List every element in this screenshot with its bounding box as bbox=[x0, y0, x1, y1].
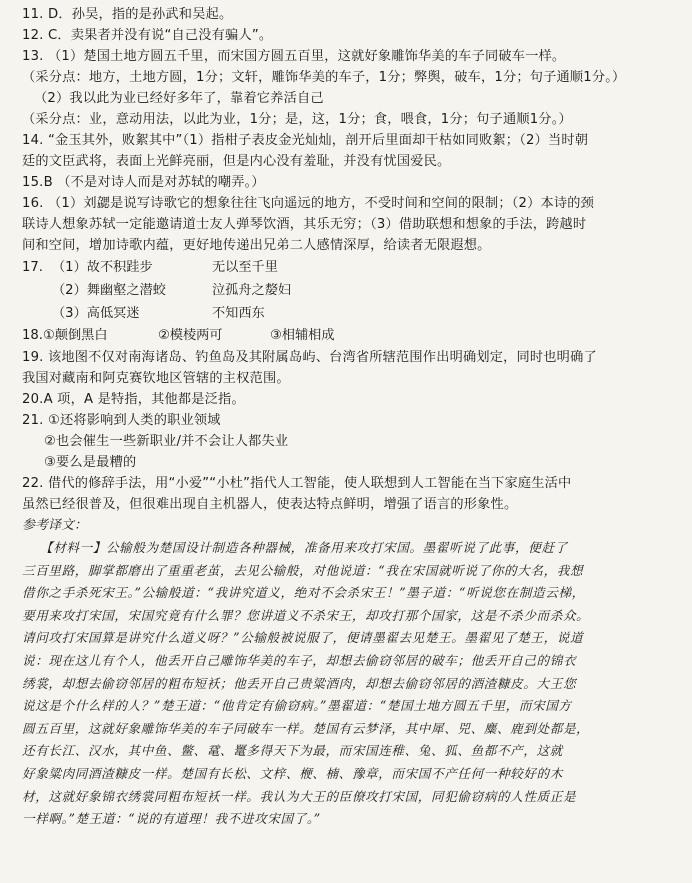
reference-line-3: 借你之手杀死宋王。”公输般道：“我讲究道义，绝对不会杀宋王！”墨子道：“听说您在制造云梯， bbox=[22, 585, 585, 601]
answer-17-right-2: 泣孤舟之嫠妇 bbox=[212, 283, 292, 298]
answer-17-right-3: 不知西东 bbox=[212, 306, 265, 321]
answer-14-line-1: 14. “金玉其外，败絮其中”（1）指柑子表皮金光灿灿，剖开后里面却干枯如同败絮；（2）当时朝 bbox=[22, 133, 589, 148]
answer-17-right-1: 无以至千里 bbox=[212, 260, 278, 275]
reference-line-11: 好象粱肉同酒渣糠皮一样。楚国有长松、文梓、楩、楠、豫章，而宋国不产任何一种较好的木 bbox=[22, 765, 563, 781]
answer-11: 11. D．孙吴，指的是孙武和吴起。 bbox=[22, 7, 233, 22]
reference-line-12: 材，这就好象锦衣绣裳同粗布短袄一样。我认为大王的臣僚攻打宋国，同犯偷窃病的人性质正是 bbox=[22, 788, 577, 804]
answer-13-line-2: （2）我以此为业已经好多年了，靠着它养活自己 bbox=[34, 91, 324, 106]
reference-line-13: 一样啊。”楚王道：“说的有道理！我不进攻宋国了。” bbox=[22, 811, 321, 827]
reference-line-10: 还有长江、汉水，其中鱼、鳖、鼋、鼍多得天下为最，而宋国连稚、兔、狐、鱼都不产，这就 bbox=[22, 743, 563, 759]
answer-22-line-1: 22. 借代的修辞手法，用“小爱”“小杜”指代人工智能，使人联想到人工智能在当下家庭生活中 bbox=[22, 476, 572, 491]
answer-17-row-3 bbox=[22, 302, 670, 325]
answer-19-line-1: 19. 该地图不仅对南海诸岛、钓鱼岛及其附属岛屿、台湾省所辖范围作出明确划定，同时也明确了 bbox=[22, 350, 597, 365]
answer-17-left-1: （1）故不积跬步 bbox=[52, 260, 153, 275]
answer-16-line-2: 联诗人想象苏轼一定能邀请道士友人弹琴饮酒，其乐无穷；（3）借助联想和想象的手法，跨越时 bbox=[22, 217, 587, 232]
reference-line-6: 说：现在这儿有个人，他丢开自己雕饰华美的车子，却想去偷窃邻居的破车；他丢开自己的锦衣 bbox=[22, 652, 577, 668]
reference-line-9: 圆五百里，这就好象雕饰华美的车子同破车一样。楚国有云梦泽，其中犀、兕、麋、鹿到处都是， bbox=[22, 720, 590, 736]
reference-translation-title: 参考译文： bbox=[22, 518, 88, 533]
answer-15: 15.B （不是对诗人而是对苏轼的嘲弄。） bbox=[22, 175, 265, 190]
answer-18-option-2: ②模棱两可 bbox=[157, 328, 223, 343]
answer-17-left-3: （3）高低冥迷 bbox=[52, 306, 140, 321]
answer-13-scoring-2: （采分点：业，意动用法，以此为业，1分；是，这，1分；食，喂食，1分；句子通顺1分。） bbox=[22, 112, 572, 127]
answer-17-label: 17. bbox=[22, 260, 43, 275]
answer-16-line-1: 16. （1）刘勰是说写诗歌它的想象往往飞向遥远的地方，不受时间和空间的限制；（2）本诗的颈 bbox=[22, 196, 595, 211]
answer-20: 20.A 项，A 是特指，其他都是泛指。 bbox=[22, 392, 245, 407]
reference-line-2: 三百里路，脚掌都磨出了重重老茧，去见公输般，对他说道：“我在宋国就听说了你的大名，我想 bbox=[22, 562, 584, 578]
answer-17-row-1 bbox=[22, 256, 670, 279]
answer-17-left-2: （2）舞幽壑之潜蛟 bbox=[52, 283, 166, 298]
answer-19-line-2: 我国对藏南和阿克赛钦地区管辖的主权范围。 bbox=[22, 371, 290, 386]
answer-17-row-2 bbox=[22, 279, 670, 302]
answer-22-line-2: 虽然已经很普及，但很难出现自主机器人，使表达特点鲜明，增强了语言的形象性。 bbox=[22, 497, 518, 512]
answer-18 bbox=[22, 325, 670, 347]
answer-14-line-2: 廷的文臣武将，表面上光鲜亮丽，但是内心没有羞耻，并没有忧国爱民。 bbox=[22, 154, 451, 169]
reference-line-8: 说这是个什么样的人？”楚王道：“他肯定有偷窃病。”墨翟道：“楚国土地方圆五千里，而宋国方 bbox=[22, 698, 572, 714]
answer-13-line-1: 13. （1）楚国土地方圆五千里，而宋国方圆五百里，这就好象雕饰华美的车子同破车一样。 bbox=[22, 49, 566, 64]
answer-21-line-3: ③要么是最糟的 bbox=[44, 455, 137, 470]
reference-line-1: 【材料一】公输般为楚国设计制造各种器械，准备用来攻打宋国。墨翟听说了此事，便赶了 bbox=[40, 540, 568, 555]
answer-16-line-3: 间和空间，增加诗歌内蕴，更好地传递出兄弟二人感情深厚，给读者无限遐想。 bbox=[22, 238, 491, 253]
reference-line-5: 请问攻打宋国算是讲究什么道义呀？”公输般被说服了，便请墨翟去见楚王。墨翟见了楚王，说道 bbox=[22, 630, 584, 646]
answer-18-option-3: ③相辅相成 bbox=[269, 328, 335, 343]
reference-line-4: 要用来攻打宋国，宋国究竟有什么罪？您讲道义不杀宋王，却攻打那个国家，这是不杀少而杀众。 bbox=[22, 607, 590, 623]
answer-13-scoring-1: （采分点：地方，土地方圆，1分；文轩，雕饰华美的车子，1分；弊舆，破车，1分；句子通顺1分。） bbox=[22, 70, 626, 85]
answer-18-option-1: ①颠倒黑白 bbox=[42, 328, 108, 343]
answer-18-prefix: 18. bbox=[22, 328, 43, 343]
answer-12: 12. C．卖果者并没有说“自己没有骗人”。 bbox=[22, 28, 273, 43]
answer-21-line-2: ②也会催生一些新职业/并不会让人都失业 bbox=[44, 434, 289, 449]
answer-21-line-1: 21. ①还将影响到人类的职业领域 bbox=[22, 413, 221, 428]
reference-line-7: 绣裳，却想去偷窃邻居的粗布短袄；他丢开自己贵粱酒肉，却想去偷窃邻居的酒渣糠皮。大王您 bbox=[22, 675, 577, 691]
